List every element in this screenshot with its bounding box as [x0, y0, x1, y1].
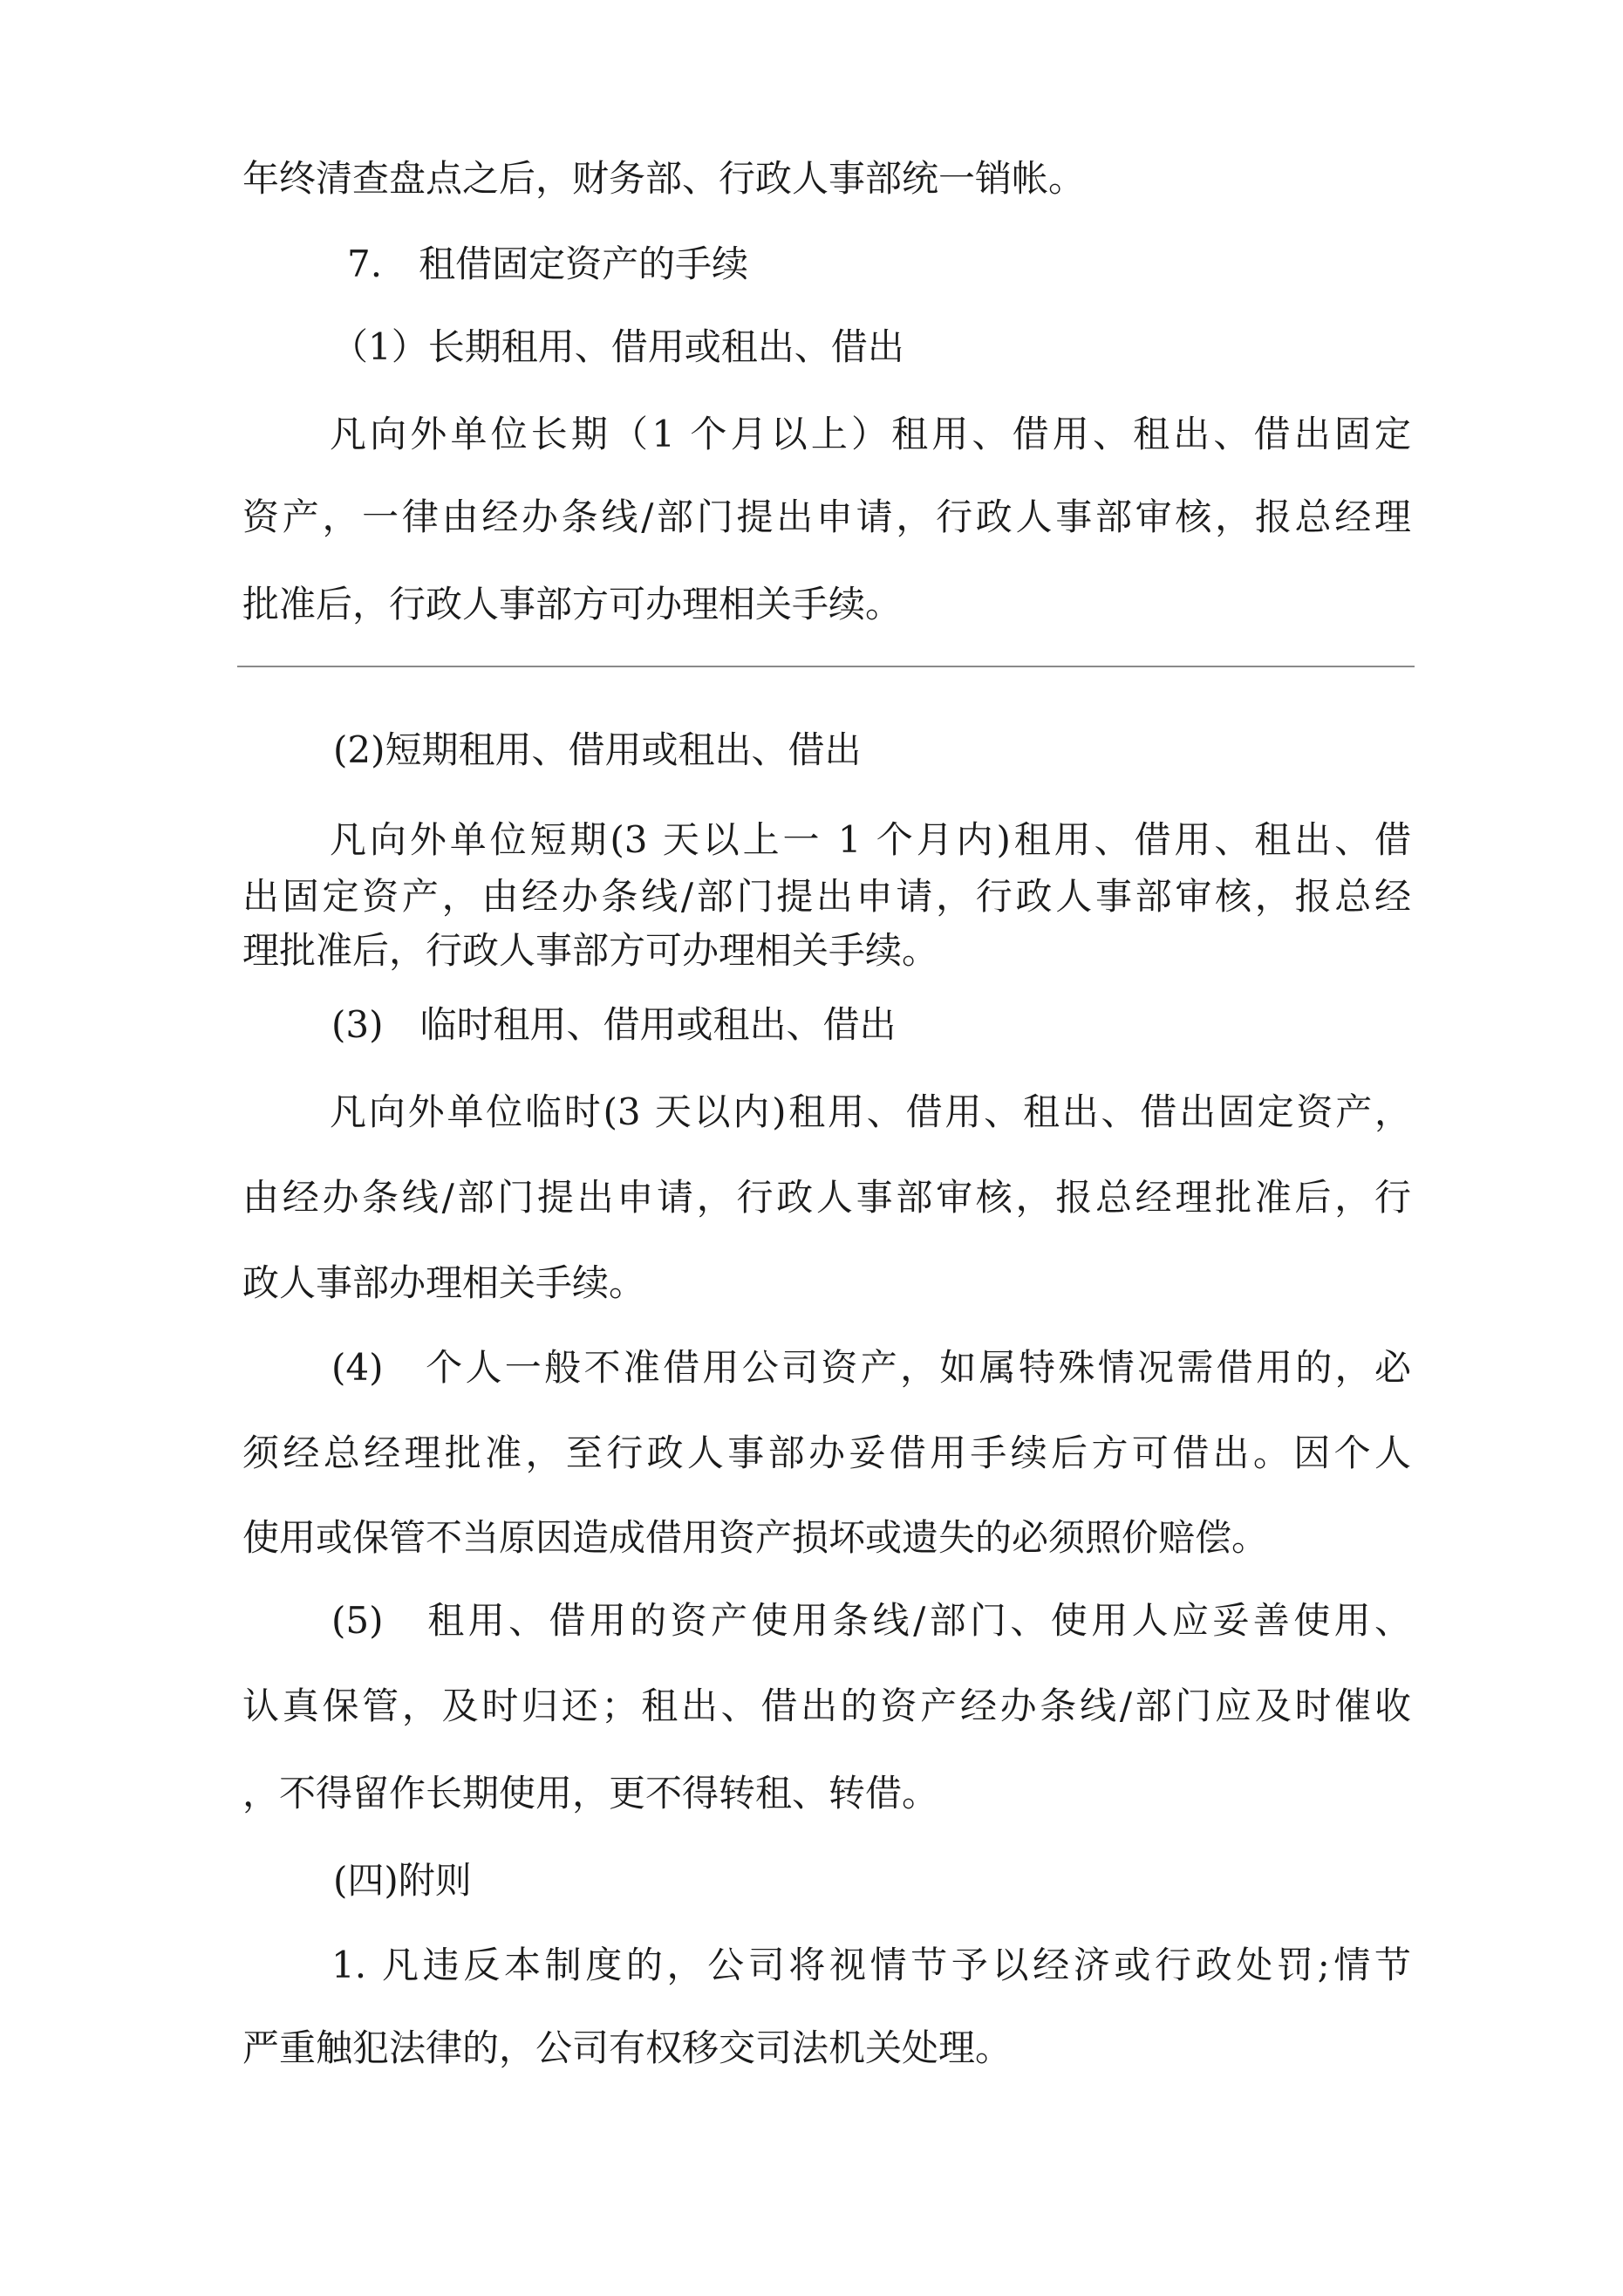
page-divider	[237, 666, 1415, 667]
section-heading: (四)附则	[333, 1859, 472, 1902]
paragraph-line: 使用或保管不当原因造成借用资产损坏或遗失的必须照价赔偿。	[242, 1516, 1269, 1559]
paragraph-line: 资产，一律由经办条线/部门提出申请，行政人事部审核，报总经理	[242, 495, 1411, 538]
paragraph-line: 由经办条线/部门提出申请，行政人事部审核，报总经理批准后，行	[242, 1176, 1411, 1219]
paragraph-line: 政人事部办理相关手续。	[242, 1261, 646, 1304]
paragraph-line: 须经总经理批准，至行政人事部办妥借用手续后方可借出。因个人	[242, 1432, 1411, 1474]
paragraph-line: (4) 个人一般不准借用公司资产，如属特殊情况需借用的，必	[331, 1346, 1411, 1389]
text-line: 年终清查盘点之后，财务部、行政人事部统一销帐。	[242, 157, 1086, 200]
subsection-heading: (2)短期租用、借用或租出、借出	[333, 728, 862, 771]
subsection-heading: （1）长期租用、借用或租出、借出	[331, 325, 904, 368]
paragraph-line: 严重触犯法律的，公司有权移交司法机关处理。	[242, 2026, 1013, 2069]
paragraph-line: 凡向外单位短期(3 天以上一 1 个月内)租用、借用、租出、借	[330, 818, 1411, 861]
section-heading: 7. 租借固定资产的手续	[347, 243, 749, 285]
subsection-heading: (3) 临时租用、借用或租出、借出	[331, 1003, 897, 1046]
paragraph-line: 认真保管，及时归还；租出、借出的资产经办条线/部门应及时催收	[242, 1684, 1411, 1727]
paragraph-line: (5) 租用、借用的资产使用条线/部门、使用人应妥善使用、	[331, 1599, 1411, 1642]
paragraph-line: 凡向外单位长期（1 个月以上）租用、借用、租出、借出固定	[330, 413, 1411, 455]
paragraph-line: ，不得留作长期使用，更不得转租、转借。	[242, 1772, 939, 1814]
paragraph-line: 出固定资产，由经办条线/部门提出申请，行政人事部审核，报总经	[242, 875, 1411, 918]
paragraph-line: 1. 凡违反本制度的，公司将视情节予以经济或行政处罚;情节	[331, 1944, 1411, 1986]
paragraph-line: 批准后，行政人事部方可办理相关手续。	[242, 583, 903, 625]
paragraph-line: 理批准后，行政人事部方可办理相关手续。	[242, 929, 939, 972]
paragraph-line: 凡向外单位临时(3 天以内)租用、借用、租出、借出固定资产，	[330, 1090, 1411, 1133]
